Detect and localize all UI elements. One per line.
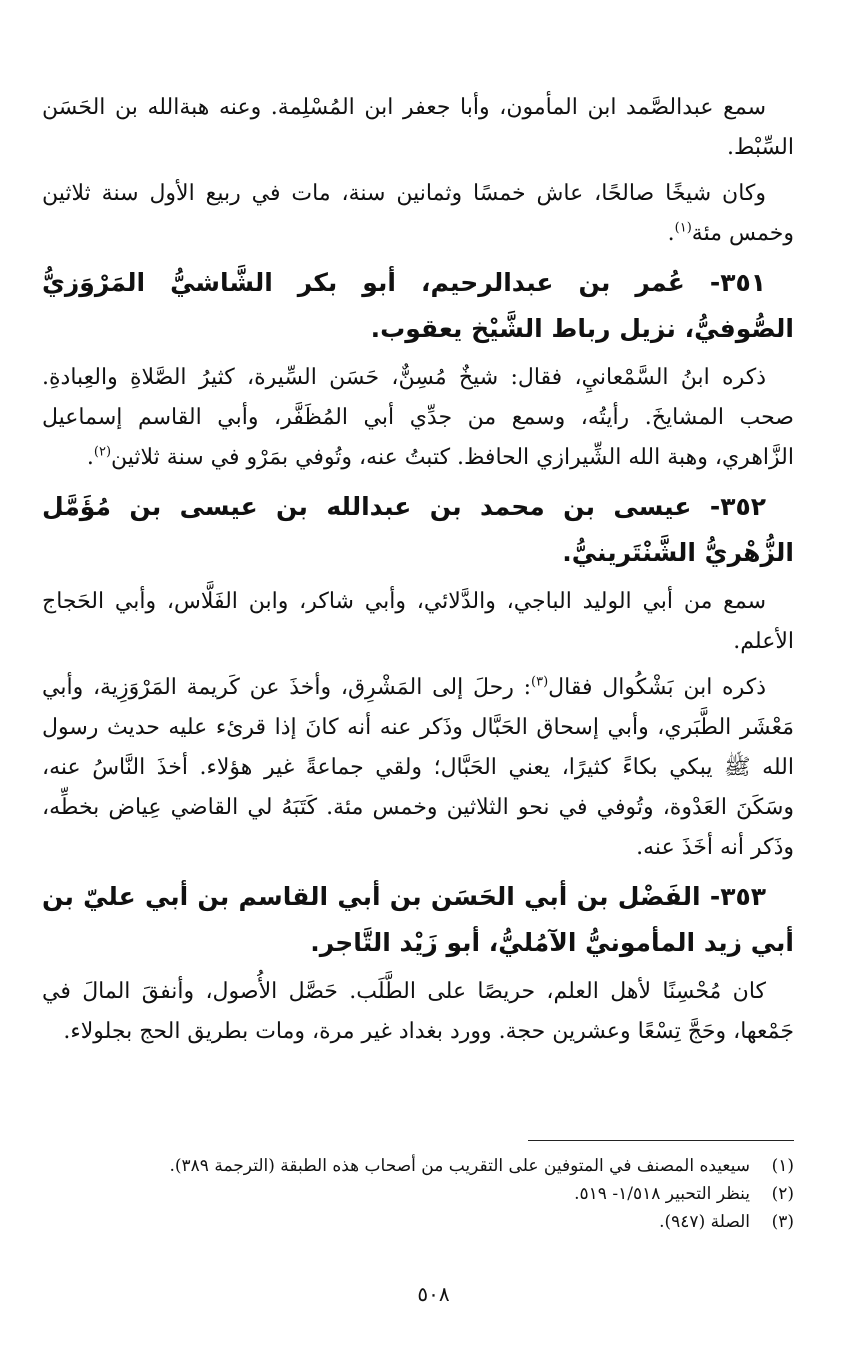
entry-heading-352: ٣٥٢- عيسى بن محمد بن عبدالله بن عيسى بن مُؤَمَّل الزُّهْريُّ الشَّنْتَرينيُّ. [42, 492, 794, 567]
footnote-number: (١) [771, 1156, 794, 1176]
paragraph-text: سمع من أبي الوليد الباجي، والدَّلائي، وأبي شاكر، وابن الفَلَّاس، وأبي الحَجاج الأعلم. [42, 589, 794, 654]
footnote-item [110, 1152, 794, 1180]
footnote-number: (٣) [771, 1212, 794, 1232]
paragraph [42, 358, 794, 478]
footnote-text: ينظر التحبير ١/٥١٨- ٥١٩. [574, 1184, 750, 1204]
paragraph-text: كان مُحْسِنًا لأهل العلم، حريصًا على الطَّلَب. حَصَّل الأُصول، وأنفقَ المالَ في جَمْعها، وحَجَّ تِسْعًا وعشرين حجة. وورد بغداد غير مرة، ومات بطريق الحج بجلولاء. [42, 979, 794, 1044]
footnote-reference: (٣) [531, 674, 549, 690]
paragraph-text-tail: : رحلَ إلى المَشْرِق، وأخذَ عن كَريمة المَرْوَزِية، وأبي مَعْشَر الطَّبَري، وأبي إسحاق الحَبَّال وذَكر عنه أنه كانَ إذا قرئء عليه حديث رسول الله ﷺ يبكي بكاءً كثيرًا، يعني الحَبَّال؛ ولقي جماعةً غير هؤلاء. أخذَ النَّاسُ عنه، وسَكَنَ العَدْوة، وتُوفي في نحو الثلاثين وخمس مئة. كَتَبَهُ لي القاضي عِياض بخطِّه، وذَكر أنه أخَذَ عنه. [42, 675, 794, 860]
paragraph [42, 582, 794, 662]
footnotes-section [110, 1152, 794, 1236]
footnote-reference: (٢) [93, 444, 112, 460]
entry-heading-353: ٣٥٣- الفَضْل بن أبي الحَسَن بن أبي القاسم بن أبي عليّ بن أبي زيد المأمونيُّ الآمُليُّ، أبو زَيْد التَّاجر. [42, 882, 794, 957]
main-text-block [42, 88, 794, 1058]
paragraph-text-tail: . [667, 221, 675, 246]
paragraph-text-tail: . [86, 445, 94, 470]
paragraph [42, 668, 794, 868]
paragraph-text: ذكره ابن بَشْكُوال فقال [548, 675, 766, 700]
paragraph-text: وكان شيخًا صالحًا، عاش خمسًا وثمانين سنة، مات في ربيع الأول سنة ثلاثين وخمس مئة [42, 181, 794, 246]
footnote-text: سيعيده المصنف في المتوفين على التقريب من أصحاب هذه الطبقة (الترجمة ٣٨٩). [169, 1156, 750, 1176]
footnote-reference: (١) [674, 220, 692, 236]
footnote-text: الصلة (٩٤٧). [659, 1212, 750, 1232]
footnote-item [110, 1208, 794, 1236]
paragraph-text: سمع عبدالصَّمد ابن المأمون، وأبا جعفر ابن المُسْلِمة. وعنه هبةالله بن الحَسَن السِّبْط. [42, 95, 794, 160]
footnote-divider [528, 1140, 794, 1141]
paragraph [42, 174, 794, 254]
paragraph [42, 88, 794, 168]
page-number: ٥٠٨ [417, 1282, 450, 1306]
footnote-number: (٢) [771, 1184, 794, 1204]
footnote-item [110, 1180, 794, 1208]
paragraph-text: ذكره ابنُ السَّمْعانيِ، فقال: شيخٌ مُسِنٌّ، حَسَن السِّيرة، كثيرُ الصَّلاةِ والعِبادةِ. صحب المشايخَ. رأيتُه، وسمع من جدِّي أبي المُظَفَّر، وأبي القاسم إسماعيل الزَّاهري، وهبة الله الشِّيرازي الحافظ. كتبتُ عنه، وتُوفي بمَرْو في سنة ثلاثين [42, 365, 794, 470]
paragraph [42, 972, 794, 1052]
entry-heading-351: ٣٥١- عُمر بن عبدالرحيم، أبو بكر الشَّاشيُّ المَرْوَزيُّ الصُّوفيُّ، نزيل رباط الشَّيْخ يعقوب. [42, 268, 794, 343]
